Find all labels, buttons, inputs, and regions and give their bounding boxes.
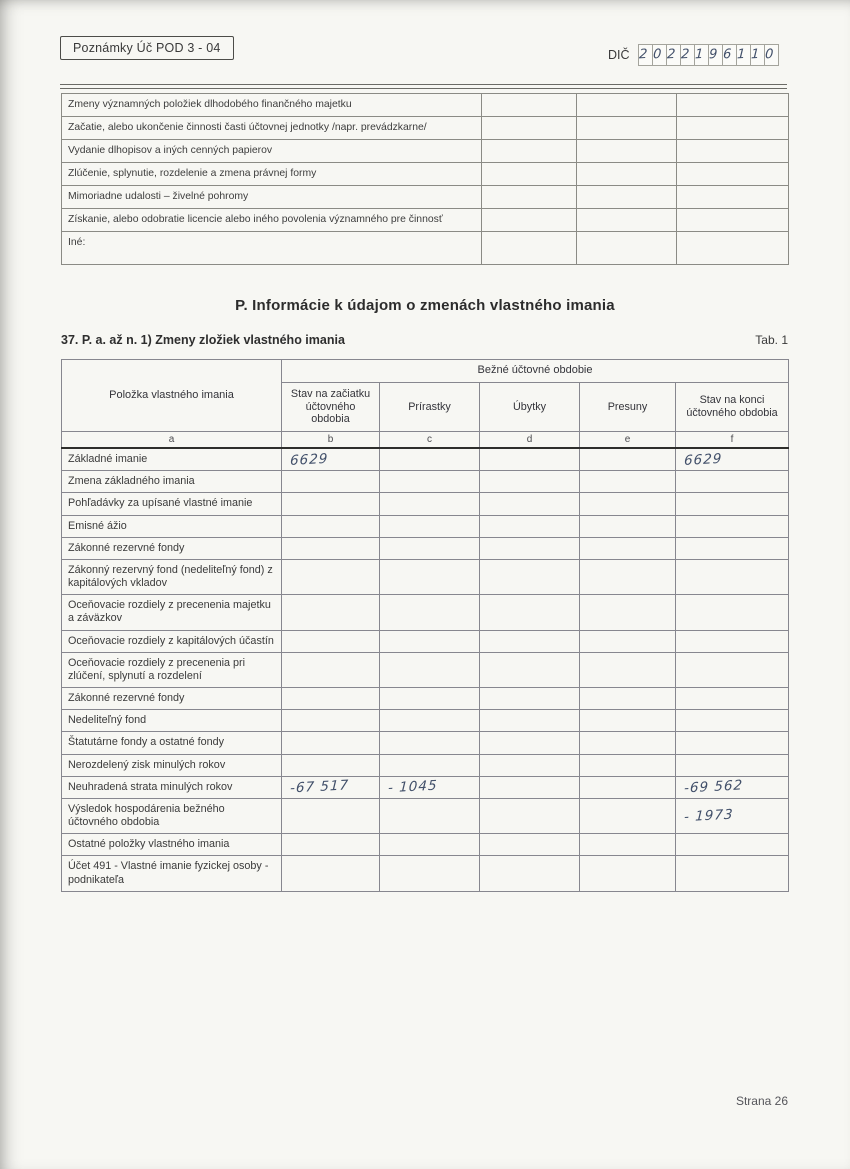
equity-value-cell	[676, 471, 789, 493]
event-value-cell	[577, 140, 677, 163]
event-value-cell	[677, 140, 789, 163]
dic-digit-box	[695, 44, 709, 66]
equity-value-cell	[380, 471, 480, 493]
letter-a: a	[62, 432, 282, 449]
equity-value-cell	[282, 754, 380, 776]
equity-value-cell	[282, 856, 380, 891]
equity-value-cell	[580, 834, 676, 856]
dic-digit-box	[737, 44, 751, 66]
event-value-cell	[482, 186, 577, 209]
equity-value-cell	[580, 630, 676, 652]
equity-row	[62, 515, 789, 537]
equity-value-cell	[580, 537, 676, 559]
equity-row	[62, 448, 789, 471]
item-column-header: Položka vlastného imania	[62, 360, 282, 432]
equity-value-cell	[676, 732, 789, 754]
equity-value-cell	[480, 754, 580, 776]
equity-value-cell	[676, 834, 789, 856]
handwritten-value: 6629	[289, 450, 329, 469]
equity-value-cell	[282, 688, 380, 710]
column-header-disposals: Úbytky	[480, 383, 580, 432]
equity-value-cell	[282, 710, 380, 732]
equity-value-cell	[676, 493, 789, 515]
equity-value-cell	[480, 710, 580, 732]
event-value-cell	[482, 232, 577, 265]
equity-value-cell	[380, 493, 480, 515]
equity-item-label: Zákonný rezervný fond (nedeliteľný fond) z kapitálových vkladov	[62, 559, 282, 594]
column-header-start: Stav na začiatku účtovného obdobia	[282, 383, 380, 432]
dic-digit: 1	[736, 46, 747, 63]
letter-b: b	[282, 432, 380, 449]
event-value-cell	[677, 186, 789, 209]
equity-item-label: Výsledok hospodárenia bežného účtovného obdobia	[62, 798, 282, 833]
form-title: Poznámky Úč POD 3 - 04	[73, 41, 221, 55]
equity-item-label: Zákonné rezervné fondy	[62, 688, 282, 710]
equity-value-cell	[480, 834, 580, 856]
equity-value-cell	[282, 471, 380, 493]
event-value-cell	[577, 209, 677, 232]
equity-value-cell	[676, 559, 789, 594]
equity-item-label: Emisné ážio	[62, 515, 282, 537]
handwritten-value: - 1045	[387, 777, 438, 797]
dic-field	[608, 44, 779, 66]
equity-value-cell	[580, 710, 676, 732]
dic-digit-box	[653, 44, 667, 66]
equity-value-cell	[676, 652, 789, 687]
form-title-box	[60, 36, 234, 60]
equity-value-cell	[580, 798, 676, 833]
equity-row	[62, 471, 789, 493]
equity-item-label: Oceňovacie rozdiely z precenenia majetku a záväzkov	[62, 595, 282, 630]
equity-value-cell	[282, 834, 380, 856]
equity-row	[62, 776, 789, 798]
events-row	[62, 163, 789, 186]
event-label: Vydanie dlhopisov a iných cenných papierov	[62, 140, 482, 163]
handwritten-value: - 1973	[683, 806, 734, 826]
equity-value-cell	[480, 493, 580, 515]
equity-value-cell	[380, 798, 480, 833]
column-header-additions: Prírastky	[380, 383, 480, 432]
equity-value-cell	[676, 630, 789, 652]
equity-value-cell	[282, 776, 380, 798]
equity-value-cell	[380, 630, 480, 652]
equity-value-cell	[676, 754, 789, 776]
event-label: Mimoriadne udalosti – živelné pohromy	[62, 186, 482, 209]
event-value-cell	[677, 117, 789, 140]
dic-digit: 2	[680, 46, 691, 63]
dic-digit: 9	[708, 46, 719, 63]
equity-value-cell	[282, 493, 380, 515]
equity-value-cell	[380, 537, 480, 559]
equity-item-label: Ostatné položky vlastného imania	[62, 834, 282, 856]
equity-value-cell	[580, 776, 676, 798]
equity-value-cell	[676, 595, 789, 630]
events-table	[61, 93, 789, 265]
event-value-cell	[482, 94, 577, 117]
equity-row	[62, 856, 789, 891]
event-value-cell	[577, 232, 677, 265]
event-label: Začatie, alebo ukončenie činnosti časti účtovnej jednotky /napr. prevádzkarne/	[62, 117, 482, 140]
equity-value-cell	[282, 798, 380, 833]
letter-f: f	[676, 432, 789, 449]
events-row	[62, 94, 789, 117]
event-value-cell	[677, 232, 789, 265]
dic-digit-box	[638, 44, 653, 66]
dic-digit: 0	[652, 46, 663, 63]
event-value-cell	[482, 209, 577, 232]
equity-value-cell	[480, 537, 580, 559]
event-value-cell	[677, 209, 789, 232]
event-value-cell	[482, 140, 577, 163]
equity-value-cell	[282, 448, 380, 471]
equity-item-label: Oceňovacie rozdiely z precenenia pri zlúčení, splynutí a rozdelení	[62, 652, 282, 687]
equity-table-body	[62, 448, 789, 891]
equity-value-cell	[380, 559, 480, 594]
equity-value-cell	[676, 798, 789, 833]
column-header-transfers: Presuny	[580, 383, 676, 432]
equity-value-cell	[480, 448, 580, 471]
equity-item-label: Nedeliteľný fond	[62, 710, 282, 732]
equity-value-cell	[480, 559, 580, 594]
equity-value-cell	[676, 537, 789, 559]
equity-value-cell	[580, 732, 676, 754]
equity-value-cell	[380, 515, 480, 537]
equity-value-cell	[480, 688, 580, 710]
event-value-cell	[577, 117, 677, 140]
equity-row	[62, 688, 789, 710]
equity-value-cell	[480, 515, 580, 537]
equity-item-label: Pohľadávky za upísané vlastné imanie	[62, 493, 282, 515]
event-value-cell	[482, 163, 577, 186]
dic-digit: 2	[666, 46, 677, 63]
dic-digit-box	[751, 44, 765, 66]
equity-value-cell	[480, 776, 580, 798]
equity-value-cell	[282, 630, 380, 652]
event-label: Zlúčenie, splynutie, rozdelenie a zmena právnej formy	[62, 163, 482, 186]
equity-row	[62, 732, 789, 754]
dic-digit: 1	[750, 46, 761, 63]
equity-value-cell	[580, 448, 676, 471]
equity-row	[62, 595, 789, 630]
page-number: Strana 26	[735, 1094, 788, 1108]
event-label: Zmeny významných položiek dlhodobého finančného majetku	[62, 94, 482, 117]
equity-row	[62, 537, 789, 559]
equity-value-cell	[580, 688, 676, 710]
equity-item-label: Nerozdelený zisk minulých rokov	[62, 754, 282, 776]
equity-value-cell	[380, 776, 480, 798]
column-header-end: Stav na konci účtovného obdobia	[676, 383, 789, 432]
dic-digit-box	[667, 44, 681, 66]
event-value-cell	[577, 163, 677, 186]
letter-e: e	[580, 432, 676, 449]
letter-c: c	[380, 432, 480, 449]
equity-value-cell	[380, 856, 480, 891]
equity-row	[62, 754, 789, 776]
equity-value-cell	[380, 595, 480, 630]
equity-row	[62, 710, 789, 732]
letter-row	[62, 432, 789, 449]
event-label: Získanie, alebo odobratie licencie alebo iného povolenia významného pre činnosť	[62, 209, 482, 232]
subtitle-row	[61, 333, 788, 347]
equity-value-cell	[380, 688, 480, 710]
equity-value-cell	[580, 471, 676, 493]
event-value-cell	[577, 186, 677, 209]
dic-digit-box	[709, 44, 723, 66]
handwritten-value: 6629	[683, 450, 723, 469]
equity-value-cell	[480, 732, 580, 754]
equity-value-cell	[380, 448, 480, 471]
period-header: Bežné účtovné obdobie	[282, 360, 789, 383]
equity-value-cell	[676, 776, 789, 798]
equity-value-cell	[380, 710, 480, 732]
equity-value-cell	[676, 448, 789, 471]
dic-digit: 6	[722, 46, 733, 63]
equity-value-cell	[480, 798, 580, 833]
equity-value-cell	[282, 652, 380, 687]
events-row	[62, 140, 789, 163]
events-row	[62, 232, 789, 265]
tab-label: Tab. 1	[755, 333, 788, 347]
equity-value-cell	[282, 537, 380, 559]
equity-value-cell	[282, 515, 380, 537]
events-row	[62, 117, 789, 140]
header-divider	[60, 84, 787, 89]
dic-digit: 0	[764, 46, 775, 63]
event-value-cell	[677, 94, 789, 117]
equity-value-cell	[282, 595, 380, 630]
equity-item-label: Štatutárne fondy a ostatné fondy	[62, 732, 282, 754]
event-label: Iné:	[62, 232, 482, 265]
equity-value-cell	[480, 652, 580, 687]
handwritten-value: -67 517	[289, 777, 350, 797]
equity-value-cell	[380, 754, 480, 776]
equity-row	[62, 652, 789, 687]
equity-value-cell	[580, 559, 676, 594]
dic-digit: 1	[694, 46, 705, 63]
equity-table	[61, 359, 789, 892]
equity-value-cell	[676, 710, 789, 732]
equity-item-label: Oceňovacie rozdiely z kapitálových účastín	[62, 630, 282, 652]
section-title: P. Informácie k údajom o zmenách vlastného imania	[235, 297, 615, 314]
equity-row	[62, 559, 789, 594]
equity-item-label: Zmena základného imania	[62, 471, 282, 493]
event-value-cell	[577, 94, 677, 117]
equity-value-cell	[380, 834, 480, 856]
events-row	[62, 209, 789, 232]
equity-value-cell	[380, 732, 480, 754]
equity-value-cell	[380, 652, 480, 687]
equity-value-cell	[480, 630, 580, 652]
equity-value-cell	[676, 688, 789, 710]
equity-value-cell	[580, 493, 676, 515]
equity-item-label: Účet 491 - Vlastné imanie fyzickej osoby - podnikateľa	[62, 856, 282, 891]
equity-value-cell	[580, 754, 676, 776]
period-header-row	[62, 360, 789, 383]
section-subtitle: 37. P. a. až n. 1) Zmeny zložiek vlastného imania	[61, 333, 345, 347]
events-table-body	[62, 94, 789, 265]
dic-boxes	[638, 44, 779, 66]
equity-row	[62, 493, 789, 515]
equity-row	[62, 630, 789, 652]
equity-item-label: Základné imanie	[62, 448, 282, 471]
dic-label: DIČ	[608, 48, 630, 62]
equity-value-cell	[282, 732, 380, 754]
equity-value-cell	[480, 595, 580, 630]
equity-value-cell	[676, 515, 789, 537]
event-value-cell	[482, 117, 577, 140]
equity-value-cell	[580, 856, 676, 891]
dic-digit-box	[723, 44, 737, 66]
equity-value-cell	[580, 515, 676, 537]
handwritten-value: -69 562	[683, 777, 744, 797]
equity-table-head	[62, 360, 789, 449]
letter-d: d	[480, 432, 580, 449]
events-row	[62, 186, 789, 209]
dic-digit: 2	[638, 46, 649, 63]
equity-value-cell	[580, 652, 676, 687]
equity-item-label: Neuhradená strata minulých rokov	[62, 776, 282, 798]
dic-digit-box	[681, 44, 695, 66]
equity-row	[62, 798, 789, 833]
event-value-cell	[677, 163, 789, 186]
equity-row	[62, 834, 789, 856]
equity-value-cell	[480, 471, 580, 493]
equity-value-cell	[580, 595, 676, 630]
equity-item-label: Zákonné rezervné fondy	[62, 537, 282, 559]
equity-value-cell	[282, 559, 380, 594]
equity-value-cell	[676, 856, 789, 891]
dic-digit-box	[765, 44, 779, 66]
equity-value-cell	[480, 856, 580, 891]
